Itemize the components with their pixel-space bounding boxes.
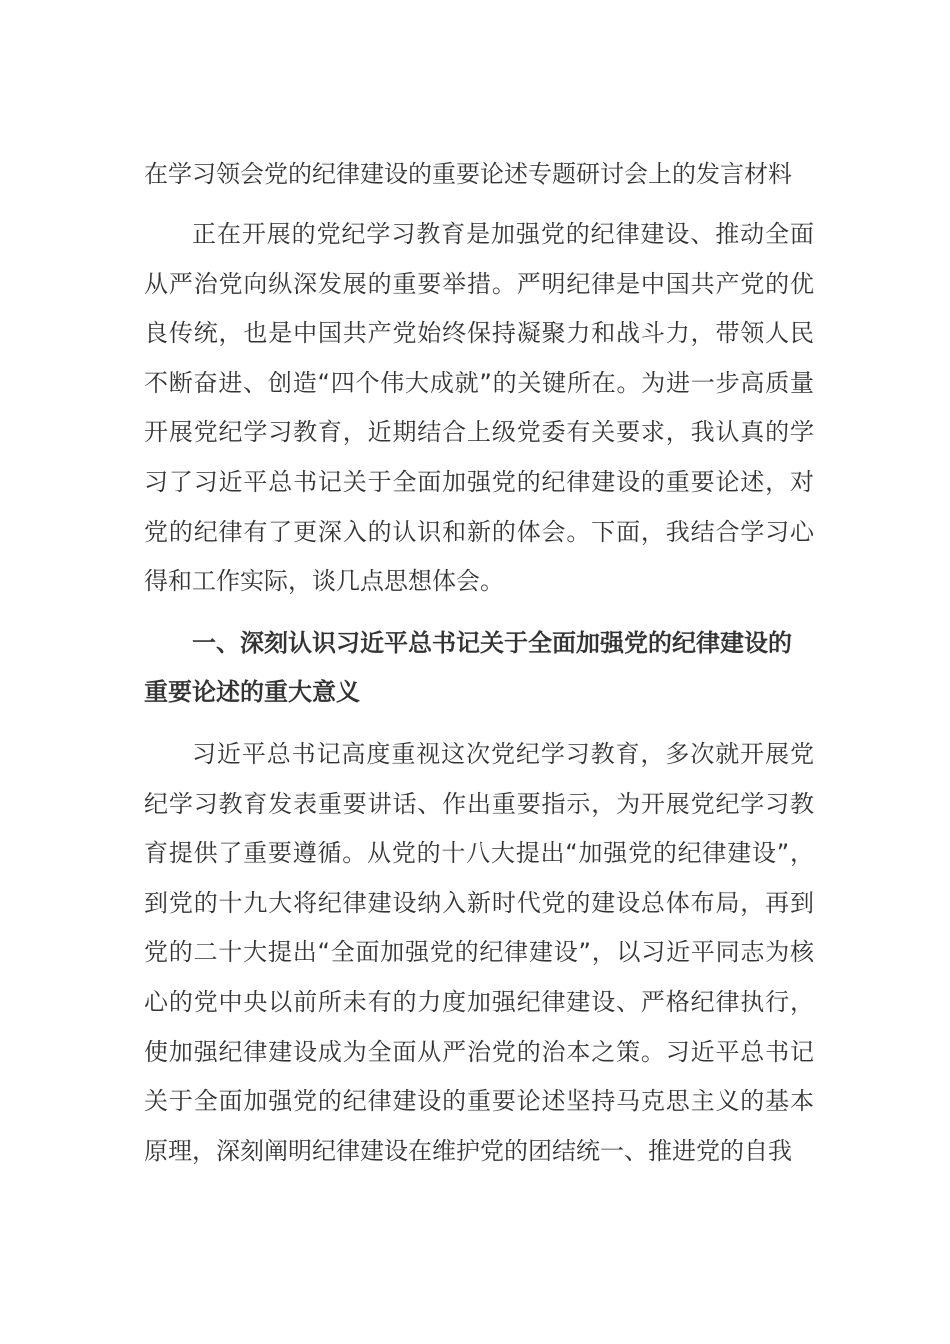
document-title: 在学习领会党的纪律建设的重要论述专题研讨会上的发言材料	[144, 160, 792, 188]
intro-paragraph: 正在开展的党纪学习教育是加强党的纪律建设、推动全面从严治党向纵深发展的重要举措。严明纪律是中国共产党的优良传统，也是中国共产党始终保持凝聚力和战斗力，带领人民不断奋进、创造“四个伟大成就”的关键所在。为进一步高质量开展党纪学习教育，近期结合上级党委有关要求，我认真的学习了习近平总书记关于全面加强党的纪律建设的重要论述，对党的纪律有了更深入的认识和新的体会。下面，我结合学习心得和工作实际，谈几点思想体会。	[144, 220, 814, 596]
section-1-heading: 一、深刻认识习近平总书记关于全面加强党的纪律建设的重要论述的重大意义	[144, 628, 792, 707]
section-1-paragraph: 习近平总书记高度重视这次党纪学习教育，多次就开展党纪学习教育发表重要讲话、作出重要指示，为开展党纪学习教育提供了重要遵循。从党的十八大提出“加强党的纪律建设”，到党的十九大将纪律建设纳入新时代党的建设总体布局，再到党的二十大提出“全面加强党的纪律建设”，以习近平同志为核心的党中央以前所未有的力度加强纪律建设、严格纪律执行，使加强纪律建设成为全面从严治党的治本之策。习近平总书记关于全面加强党的纪律建设的重要论述坚持马克思主义的基本原理，深刻阐明纪律建设在维护党的团结统一、推进党的自我	[144, 739, 814, 1165]
document-body	[144, 150, 814, 1176]
